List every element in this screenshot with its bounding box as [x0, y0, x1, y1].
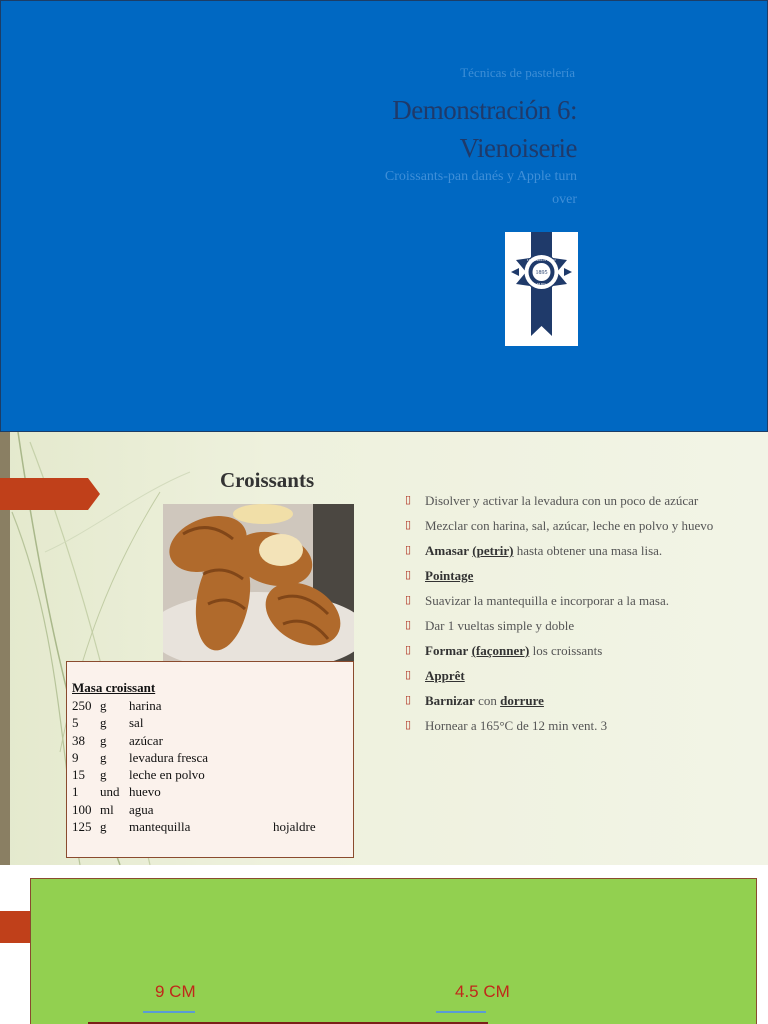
table-row: [72, 818, 353, 835]
slide-title: [247, 91, 577, 167]
recipe-unit: g: [100, 715, 107, 731]
recipe-ingredient: leche en polvo: [129, 767, 205, 783]
bullet-icon: ▯: [405, 519, 412, 531]
recipe-ingredient: huevo: [129, 784, 161, 800]
recipe-ingredient: mantequilla: [129, 819, 191, 835]
bullet-icon: ▯: [405, 669, 412, 681]
step-text: Dar 1 vueltas simple y doble: [425, 618, 575, 633]
steps-list: [404, 492, 724, 742]
croissants-slide: [0, 432, 768, 865]
recipe-note: hojaldre: [273, 819, 316, 835]
bullet-icon: ▯: [405, 644, 412, 656]
step-bold-underlined: Apprêt: [425, 668, 465, 683]
step-bold: Formar: [425, 643, 469, 658]
slide-subtitle: [317, 165, 577, 211]
list-item: [404, 492, 724, 509]
recipe-unit: ml: [100, 801, 114, 817]
recipe-note: [273, 732, 333, 749]
list-item: [404, 667, 724, 684]
dimension-label-4-5cm: 4.5 CM: [455, 982, 510, 1001]
recipe-qty: 100: [72, 801, 92, 817]
green-panel: [30, 878, 757, 1024]
dimensions-slide: [0, 865, 768, 1024]
logo-year: 1895: [535, 270, 548, 276]
recipe-qty: 38: [72, 732, 85, 748]
table-row: [72, 783, 353, 800]
bullet-icon: ▯: [405, 694, 412, 706]
table-row: [72, 801, 353, 818]
list-item: [404, 617, 724, 634]
bullet-icon: ▯: [405, 619, 412, 631]
recipe-heading: Masa croissant: [72, 680, 156, 695]
section-title: Croissants: [220, 468, 315, 492]
table-row: [72, 749, 353, 766]
recipe-unit: g: [100, 819, 107, 835]
step-bold: Amasar: [425, 543, 470, 558]
table-row: [72, 714, 353, 731]
recipe-unit: g: [100, 749, 107, 765]
slide-title-line2: Vienoiserie: [459, 133, 577, 163]
recipe-ingredient: azúcar: [129, 732, 163, 748]
step-text: Suavizar la mantequilla e incorporar a la masa.: [425, 593, 670, 608]
step-bold-underlined: (petrir): [472, 543, 514, 558]
list-item: [404, 517, 724, 534]
step-text: con: [474, 693, 501, 708]
step-bold-underlined: (façonner): [471, 643, 530, 658]
slide-title-line1: Demonstración 6:: [392, 95, 577, 125]
red-arrow-shape: [0, 911, 34, 943]
list-item: [404, 592, 724, 609]
list-item: [404, 717, 724, 734]
recipe-note: [273, 697, 333, 714]
recipe-qty: 250: [72, 698, 92, 713]
list-item: [404, 567, 724, 584]
dimension-label-9cm: 9 CM: [155, 982, 196, 1001]
recipe-unit: g: [100, 732, 107, 748]
step-bold: Barnizar: [425, 693, 475, 708]
step-bold-underlined: Pointage: [425, 568, 474, 583]
recipe-ingredient: levadura fresca: [129, 749, 209, 765]
recipe-unit: g: [100, 767, 107, 783]
step-text: Disolver y activar la levadura con un poco de azúcar: [425, 493, 699, 508]
red-arrow-shape: [0, 478, 100, 510]
slide-subtitle-line1: Croissants-pan danés y Apple turn: [384, 169, 577, 184]
step-text: Mezclar con harina, sal, azúcar, leche en polvo y huevo: [425, 518, 714, 533]
table-row: [72, 697, 353, 714]
slide-kicker: Técnicas de pastelería: [460, 65, 575, 80]
title-slide: [0, 0, 768, 432]
recipe-unit: g: [100, 698, 107, 713]
recipe-ingredient: harina: [129, 698, 162, 713]
step-bold-underlined: dorrure: [500, 693, 544, 708]
recipe-qty: 5: [72, 715, 79, 731]
recipe-box: [66, 661, 354, 858]
recipe-note: [273, 766, 333, 783]
recipe-note: [273, 801, 333, 818]
slide-subtitle-line2: over: [552, 192, 577, 207]
recipe-ingredient: sal: [129, 715, 144, 731]
step-text: hasta obtener una masa lisa.: [513, 543, 663, 558]
step-text: Hornear a 165°C de 12 min vent. 3: [425, 718, 608, 733]
bullet-icon: ▯: [405, 494, 412, 506]
recipe-qty: 125: [72, 819, 92, 835]
dimension-line: [143, 1011, 195, 1013]
logo-city: PARIS: [536, 283, 547, 287]
cordon-bleu-logo: [505, 232, 578, 346]
table-row: [72, 766, 353, 783]
croissant-photo: [163, 504, 354, 662]
bullet-icon: ▯: [405, 594, 412, 606]
bullet-icon: ▯: [405, 544, 412, 556]
dimension-line: [436, 1011, 486, 1013]
list-item: [404, 692, 724, 709]
recipe-note: [273, 783, 333, 800]
logo-text: LE CORDON BLEU: [526, 258, 557, 262]
recipe-qty: 15: [72, 767, 85, 783]
bullet-icon: ▯: [405, 569, 412, 581]
step-text: los croissants: [529, 643, 603, 658]
recipe-ingredient: agua: [129, 801, 154, 817]
recipe-note: [273, 714, 333, 731]
recipe-qty: 9: [72, 749, 79, 765]
bullet-icon: ▯: [405, 719, 412, 731]
recipe-note: [273, 749, 333, 766]
table-row: [72, 732, 353, 749]
list-item: [404, 542, 724, 559]
list-item: [404, 642, 724, 659]
recipe-qty: 1: [72, 784, 79, 800]
recipe-unit: und: [100, 784, 120, 800]
